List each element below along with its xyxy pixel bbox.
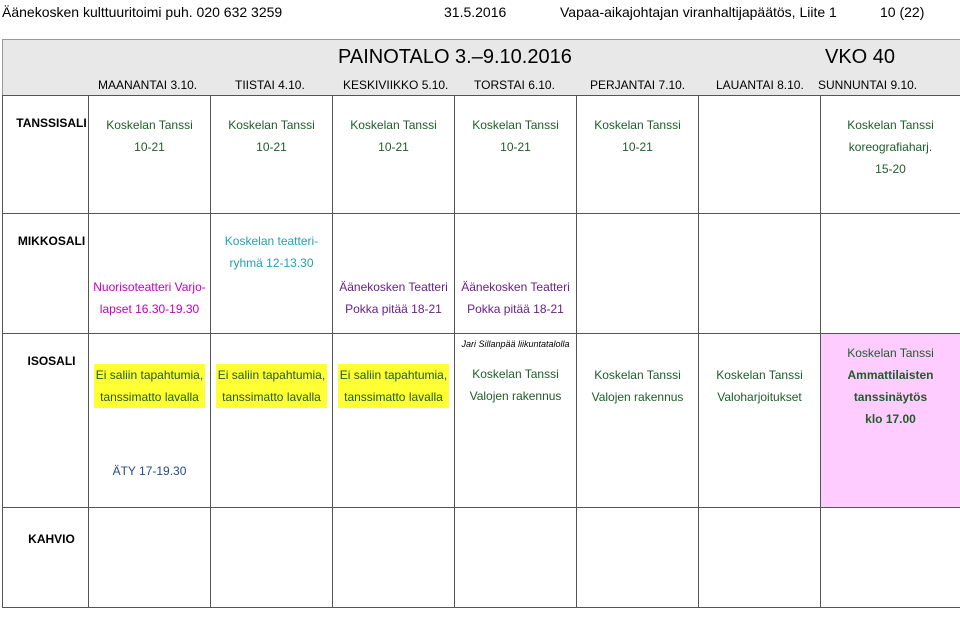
room-label: KAHVIO xyxy=(3,508,89,608)
cell-thu: Jari Sillanpää liikuntatalolla Koskelan Tanssi Valojen rakennus xyxy=(455,334,577,508)
day-header-friday: PERJANTAI 7.10. xyxy=(590,78,686,92)
cell-tue xyxy=(211,508,333,608)
cell-thu: Äänekosken Teatteri Pokka pitää 18-21 xyxy=(455,214,577,334)
no-events-note: Ei saliin tapahtumia, tanssimatto lavalla xyxy=(338,364,449,408)
day-header-sunday: SUNNUNTAI 9.10. xyxy=(818,78,918,92)
row-tanssisali xyxy=(3,96,960,214)
room-label: MIKKOSALI xyxy=(3,214,89,334)
day-header-monday: MAANANTAI 3.10. xyxy=(98,78,198,92)
day-header-saturday: LAUANTAI 8.10. xyxy=(716,78,804,92)
cell-mon xyxy=(89,508,211,608)
cell-sat xyxy=(699,96,821,214)
document-title xyxy=(560,4,837,20)
cell-wed xyxy=(333,508,455,608)
schedule-grid xyxy=(2,95,960,608)
cell-wed xyxy=(333,334,455,508)
cell-sat xyxy=(699,508,821,608)
document-date: 31.5.2016 xyxy=(444,4,507,20)
cell-fri: Koskelan Tanssi 10-21 xyxy=(577,96,699,214)
row-isosali xyxy=(3,334,960,508)
cell-sun xyxy=(821,214,960,334)
cell-wed: Äänekosken Teatteri Pokka pitää 18-21 xyxy=(333,214,455,334)
day-header-wednesday: KESKIVIIKKO 5.10. xyxy=(343,78,449,92)
attachment-label: Liite 1 xyxy=(799,4,837,20)
cell-sun xyxy=(821,508,960,608)
organization-text: Äänekosken kulttuuritoimi puh. 020 632 3259 xyxy=(2,4,283,20)
cell-sat: Koskelan Tanssi Valoharjoitukset xyxy=(699,334,821,508)
cell-sun: Koskelan Tanssi Ammattilaisten tanssinäytös klo 17.00 xyxy=(821,334,960,508)
schedule-title: PAINOTALO 3.–9.10.2016 xyxy=(338,46,572,68)
row-mikkosali xyxy=(3,214,960,334)
cell-tue: Koskelan Tanssi 10-21 xyxy=(211,96,333,214)
no-events-note: Ei saliin tapahtumia, tanssimatto lavalla xyxy=(94,364,205,408)
cell-mon xyxy=(89,334,211,508)
room-label: TANSSISALI xyxy=(3,96,89,214)
cell-fri xyxy=(577,214,699,334)
week-number: VKO 40 xyxy=(825,46,896,68)
cell-sat xyxy=(699,214,821,334)
cell-mon: Koskelan Tanssi 10-21 xyxy=(89,96,211,214)
day-header-thursday: TORSTAI 6.10. xyxy=(474,78,555,92)
cell-thu: Koskelan Tanssi 10-21 xyxy=(455,96,577,214)
document-header xyxy=(0,4,960,24)
cell-tue: Koskelan teatteri- ryhmä 12-13.30 xyxy=(211,214,333,334)
cell-fri: Koskelan Tanssi Valojen rakennus xyxy=(577,334,699,508)
room-label: ISOSALI xyxy=(3,334,89,508)
no-events-note: Ei saliin tapahtumia, tanssimatto lavalla xyxy=(216,364,327,408)
cell-fri xyxy=(577,508,699,608)
document-title-text: Vapaa-aikajohtajan viranhaltijapäätös, xyxy=(560,4,796,20)
venue-note: Jari Sillanpää liikuntatalolla xyxy=(461,339,570,349)
cell-thu xyxy=(455,508,577,608)
row-kahvio xyxy=(3,508,960,608)
cell-mon: Nuorisoteatteri Varjo- lapset 16.30-19.30 xyxy=(89,214,211,334)
day-header-tuesday: TIISTAI 4.10. xyxy=(235,78,305,92)
page-number: 10 (22) xyxy=(880,4,925,20)
cell-tue xyxy=(211,334,333,508)
cell-sun: Koskelan Tanssi koreografiaharj. 15-20 xyxy=(821,96,960,214)
cell-wed: Koskelan Tanssi 10-21 xyxy=(333,96,455,214)
aty-event: ÄTY 17-19.30 xyxy=(112,464,187,478)
